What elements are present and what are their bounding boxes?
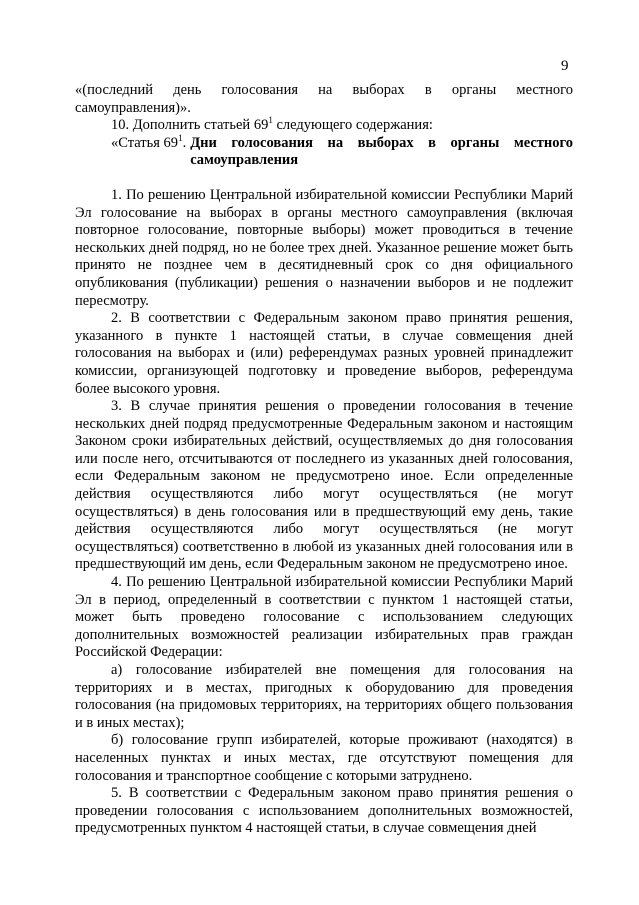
- paragraph-2: 2. В соответствии с Федеральным законом право принятия решения, указанного в пункте 1 настоящей статьи, в случае совмещения дней голосования на выборах и (или) референдумах разных уровней принадлежит комиссии, организующей подготовку и проведение выборов, референдума более высокого уровня.: [75, 310, 573, 397]
- paragraph-amendment-10: 10. Дополнить статьей $69^1$ следующего содержания:: [111, 115, 433, 134]
- paragraph-4: 4. По решению Центральной избирательной комиссии Республики Марий Эл в период, определенный в соответствии с пунктом 1 настоящей статьи, может быть проведено голосование с использованием следующих дополнительных возможностей реализации избирательных прав граждан Российской Федерации:: [75, 574, 573, 661]
- paragraph-quote-end: «(последний день голосования на выборах в органы местного самоуправления)».: [75, 82, 573, 116]
- article-number: «Статья $69^1$.: [111, 132, 187, 151]
- article-title: Дни голосования на выборах в органы местного самоуправления: [190, 134, 573, 169]
- paragraph-3: 3. В случае принятия решения о проведении голосования в течение нескольких дней подряд предусмотренные Федеральным законом и настоящим Законом сроки избирательных действий, осуществляемых до дня голосования или после него, отсчитываются от последнего из указанных дней голосования, если Федеральным законом не предусмотрено иное. Если определенные действия осуществляются либо могут осуществляться (не могут осуществляться) в день голосования или в предшествующий ему день, такие действия осуществляются либо могут осуществляться (не могут осуществляться) соответственно в любой из указанных дней голосования или в предшествующий им день, если Федеральным законом не предусмотрено иное.: [75, 398, 573, 573]
- article-heading: [75, 132, 573, 170]
- paragraph-4a: а) голосование избирателей вне помещения для голосования на территориях и в местах, пригодных к оборудованию для проведения голосования (на придомовых территориях, на территориях общего пользования и в иных местах);: [75, 662, 573, 731]
- document-body: [75, 82, 573, 838]
- paragraph-5: 5. В соответствии с Федеральным законом право принятия решения о проведении голосования с использованием дополнительных возможностей, предусмотренных пунктом 4 настоящей статьи, в случае совмещения дней: [75, 785, 573, 837]
- paragraph-4b: б) голосование групп избирателей, которые проживают (находятся) в населенных пунктах и иных местах, где отсутствуют помещения для голосования и транспортное сообщение с которыми затруднено.: [75, 732, 573, 784]
- page-number: 9: [561, 58, 569, 74]
- paragraph-1: 1. По решению Центральной избирательной комиссии Республики Марий Эл голосование на выборах в органы местного самоуправления (включая повторное голосование, повторные выборы) может проводиться в течение нескольких дней подряд, но не более трех дней. Указанное решение может быть принято не позднее чем в десятидневный срок со дня официального опубликования (публикации) решения о назначении выборов и не подлежит пересмотру.: [75, 186, 573, 309]
